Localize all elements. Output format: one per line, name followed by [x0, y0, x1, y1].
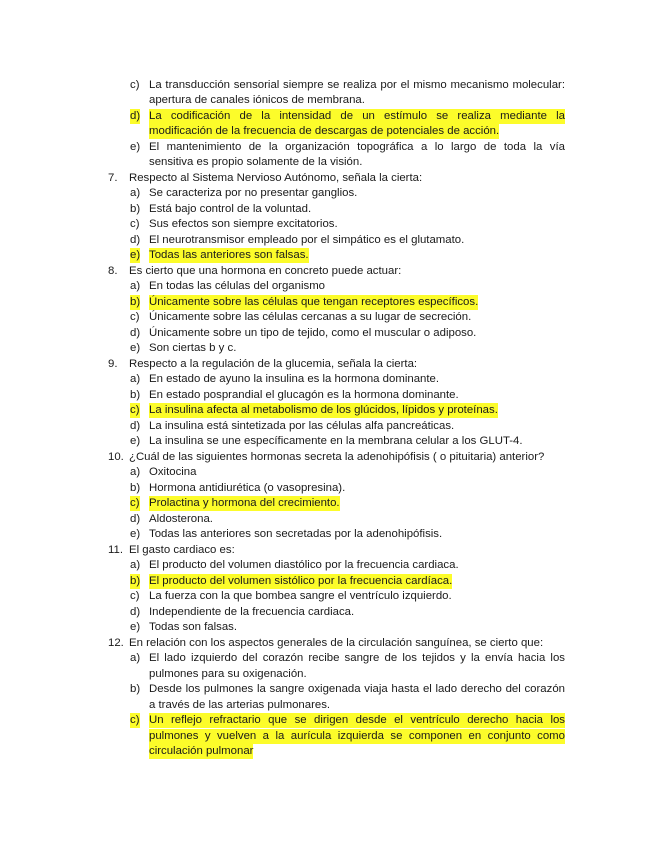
option-letter: d)	[130, 419, 141, 432]
question-number: 7.	[108, 171, 118, 184]
option-letter: d)	[130, 233, 141, 246]
answer-option-line	[0, 372, 655, 387]
option-text: Oxitocina	[149, 466, 197, 478]
option-letter: e)	[130, 249, 141, 261]
option-text: Desde los pulmones la sangre oxigenada viaja hasta el lado derecho del corazón	[149, 683, 565, 695]
option-text: a través de las arterias pulmonares.	[149, 698, 331, 711]
option-letter: b)	[130, 481, 141, 494]
answer-option-line	[0, 481, 655, 496]
option-letter: b)	[130, 295, 141, 308]
option-letter: c)	[130, 497, 140, 509]
highlighted-answer-text: circulación pulmonar	[149, 745, 254, 757]
answer-option-line	[0, 620, 655, 635]
option-text: En todas las células del organismo	[149, 280, 326, 292]
highlighted-answer-text: Todas las anteriores son falsas.	[149, 249, 309, 261]
question-number: 10.	[108, 450, 124, 463]
option-letter: d)	[130, 605, 141, 618]
answer-option-line	[0, 78, 655, 93]
answer-option-line	[0, 434, 655, 449]
answer-option-line	[0, 202, 655, 217]
option-letter: e)	[130, 140, 141, 153]
option-text: Hormona antidiurética (o vasopresina).	[149, 481, 346, 494]
option-letter: c)	[130, 590, 140, 602]
highlighted-answer-text: La codificación de la intensidad de un estímulo se realiza mediante la	[149, 109, 565, 122]
option-text: Se caracteriza por no presentar ganglios.	[149, 187, 358, 199]
option-text: Todas las anteriores son secretadas por la adenohipófisis.	[149, 528, 443, 540]
option-text: Está bajo control de la voluntad.	[149, 202, 312, 215]
option-letter: c)	[130, 78, 140, 91]
option-letter: d)	[130, 109, 141, 122]
answer-option-line	[0, 233, 655, 248]
option-letter: b)	[130, 683, 141, 695]
option-text: apertura de canales iónicos de membrana.	[149, 94, 365, 106]
answer-option-line	[0, 465, 655, 480]
answer-option-line	[0, 651, 655, 666]
option-letter: a)	[130, 559, 141, 571]
answer-option-line	[0, 217, 655, 232]
option-letter: e)	[130, 528, 141, 540]
answer-continuation-line	[0, 124, 655, 139]
option-text: La insulina está sintetizada por las células alfa pancreáticas.	[149, 419, 455, 432]
option-letter: a)	[130, 373, 141, 385]
highlighted-answer-text: Únicamente sobre las células que tengan receptores específicos.	[149, 295, 479, 308]
option-letter: b)	[130, 574, 141, 587]
option-letter: d)	[130, 326, 141, 339]
option-text: sensitiva es propio solamente de la visión.	[149, 156, 363, 168]
option-letter: e)	[130, 435, 141, 447]
option-text: pulmones para su oxigenación.	[149, 667, 307, 680]
option-text: El neurotransmisor empleado por el simpático es el glutamato.	[149, 233, 465, 246]
option-letter: b)	[130, 202, 141, 215]
answer-option-line	[0, 341, 655, 356]
question-text: El gasto cardiaco es:	[129, 543, 235, 556]
answer-option-line	[0, 512, 655, 527]
answer-option-line	[0, 403, 655, 418]
answer-option-line	[0, 558, 655, 573]
option-letter: a)	[130, 652, 141, 664]
answer-continuation-line	[0, 729, 655, 744]
option-text: La insulina se une específicamente en la membrana celular a los GLUT-4.	[149, 435, 523, 447]
option-letter: c)	[130, 311, 140, 323]
question-text: ¿Cuál de las siguientes hormonas secreta la adenohipófisis ( o pituitaria) anterior?	[129, 450, 545, 463]
answer-option-line	[0, 419, 655, 434]
answer-continuation-line	[0, 698, 655, 713]
question-line	[0, 171, 655, 186]
highlighted-answer-text: Prolactina y hormona del crecimiento.	[149, 497, 340, 509]
option-text: En estado de ayuno la insulina es la hormona dominante.	[149, 373, 440, 385]
answer-continuation-line	[0, 155, 655, 170]
answer-option-line	[0, 140, 655, 155]
answer-option-line	[0, 186, 655, 201]
answer-option-line	[0, 326, 655, 341]
option-text: Únicamente sobre un tipo de tejido, como el muscular o adiposo.	[149, 326, 477, 339]
question-text: Es cierto que una hormona en concreto puede actuar:	[129, 264, 402, 277]
answer-option-line	[0, 310, 655, 325]
option-text: Todas son falsas.	[149, 621, 238, 633]
option-text: La transducción sensorial siempre se realiza por el mismo mecanismo molecular:	[149, 78, 565, 91]
option-text: Aldosterona.	[149, 512, 213, 525]
option-text: Sus efectos son siempre excitatorios.	[149, 218, 338, 230]
option-text: Únicamente sobre las células cercanas a su lugar de secreción.	[149, 311, 472, 323]
answer-continuation-line	[0, 744, 655, 759]
question-line	[0, 543, 655, 558]
option-text: Son ciertas b y c.	[149, 342, 237, 354]
option-text: El producto del volumen diastólico por la frecuencia cardiaca.	[149, 559, 459, 571]
option-letter: c)	[130, 714, 140, 726]
highlighted-answer-text: La insulina afecta al metabolismo de los glúcidos, lípidos y proteínas.	[149, 404, 498, 416]
question-line	[0, 357, 655, 372]
option-letter: d)	[130, 512, 141, 525]
highlighted-answer-text: modificación de la frecuencia de descargas de potenciales de acción.	[149, 125, 500, 137]
option-text: En estado posprandial el glucagón es la hormona dominante.	[149, 388, 459, 401]
answer-option-line	[0, 605, 655, 620]
question-number: 11.	[108, 543, 123, 556]
option-letter: c)	[130, 404, 140, 416]
answer-option-line	[0, 574, 655, 589]
question-text: En relación con los aspectos generales de la circulación sanguínea, se cierto que:	[129, 636, 544, 649]
option-text: El mantenimiento de la organización topográfica a lo largo de toda la vía	[149, 140, 565, 153]
answer-option-line	[0, 682, 655, 697]
question-text: Respecto al Sistema Nervioso Autónomo, señala la cierta:	[129, 171, 423, 184]
option-text: El lado izquierdo del corazón recibe sangre de los tejidos y la envía hacia los	[149, 652, 565, 664]
option-letter: c)	[130, 218, 140, 230]
question-text: Respecto a la regulación de la glucemia, señala la cierta:	[129, 357, 418, 370]
question-line	[0, 450, 655, 465]
answer-option-line	[0, 109, 655, 124]
question-line	[0, 264, 655, 279]
option-text: La fuerza con la que bombea sangre el ventrículo izquierdo.	[149, 590, 452, 602]
answer-option-line	[0, 589, 655, 604]
answer-option-line	[0, 527, 655, 542]
option-letter: e)	[130, 621, 141, 633]
answer-option-line	[0, 713, 655, 728]
highlighted-answer-text: pulmones y vuelven a la aurícula izquierda se componen en conjunto como	[149, 729, 565, 742]
question-number: 8.	[108, 264, 118, 277]
option-letter: b)	[130, 388, 141, 401]
question-number: 12.	[108, 636, 124, 649]
option-letter: a)	[130, 187, 141, 199]
option-letter: e)	[130, 342, 141, 354]
highlighted-answer-text: Un reflejo refractario que se dirigen desde el ventrículo derecho hacia los	[149, 714, 565, 726]
question-number: 9.	[108, 357, 118, 370]
answer-continuation-line	[0, 667, 655, 682]
answer-option-line	[0, 388, 655, 403]
option-text: Independiente de la frecuencia cardiaca.	[149, 605, 355, 618]
highlighted-answer-text: El producto del volumen sistólico por la frecuencia cardíaca.	[149, 574, 453, 587]
option-letter: a)	[130, 280, 141, 292]
answer-option-line	[0, 295, 655, 310]
answer-option-line	[0, 279, 655, 294]
answer-option-line	[0, 248, 655, 263]
answer-option-line	[0, 496, 655, 511]
answer-continuation-line	[0, 93, 655, 108]
question-line	[0, 636, 655, 651]
option-letter: a)	[130, 466, 141, 478]
